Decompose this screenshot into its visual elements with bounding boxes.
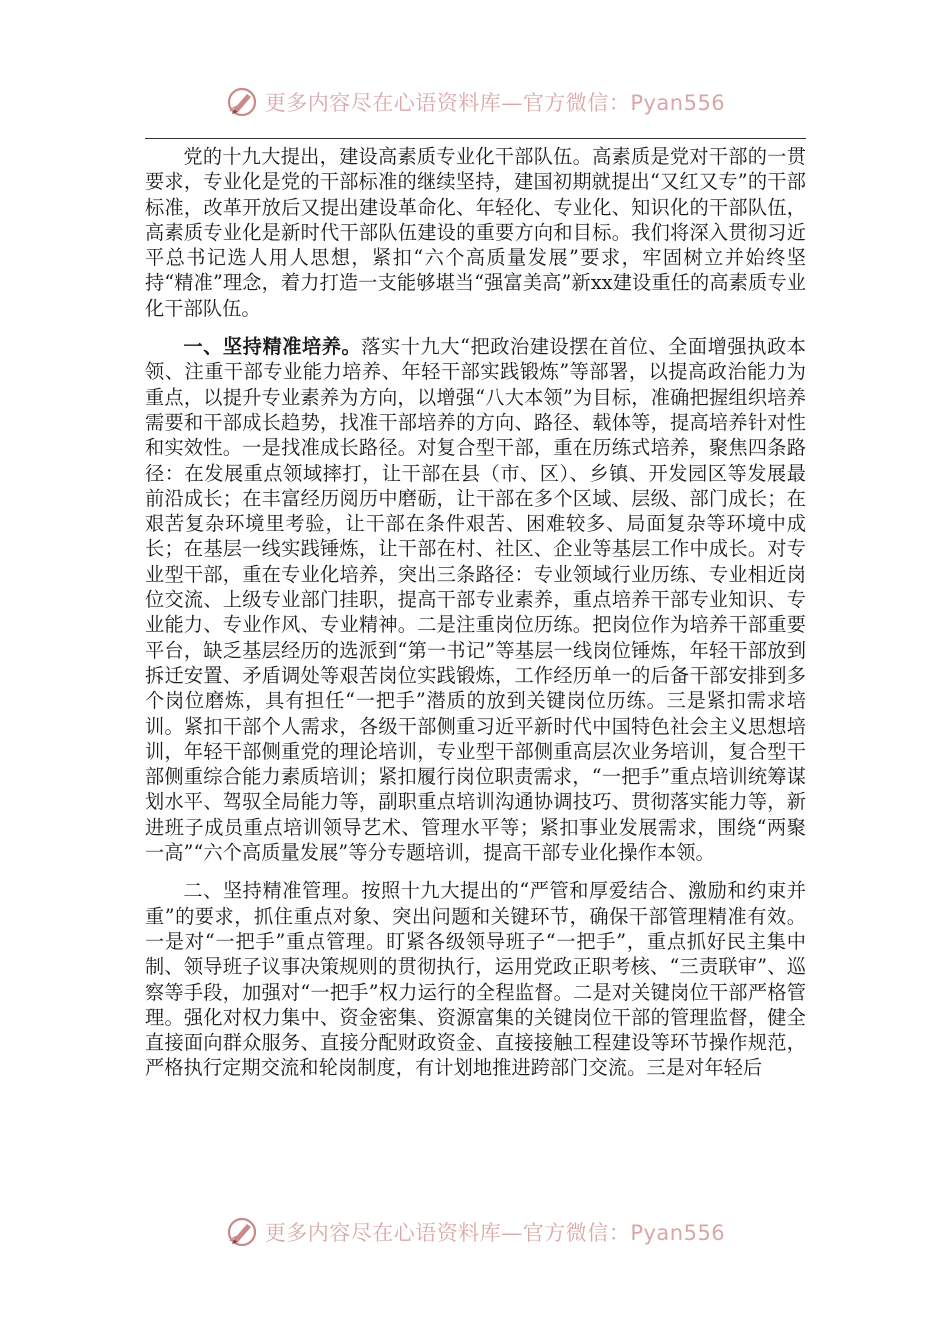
banner-title: 更多内容尽在心语资料库 <box>264 91 502 115</box>
section-heading: 一、坚持精准培养。 <box>183 335 362 359</box>
header-divider <box>145 138 806 139</box>
paragraph-management <box>145 878 806 1080</box>
paragraph-intro <box>145 144 806 321</box>
paragraph-text: 落实十九大“把政治建设摆在首位、全面增强执政本领、注重干部专业能力培养、年轻干部实践锻炼”等部署，以提高政治能力为重点，以提升专业素养为方向，以增强“八大本领”为目标，准确把握组织培养需要和干部成长趋势，找准干部培养的方向、路径、载体等，提高培养针对性和实效性。一是找准成长路径。对复合型干部，重在历练式培养，聚焦四条路径：在发展重点领域摔打，让干部在县（市、区）、乡镇、开发园区等发展最前沿成长；在丰富经历阅历中磨砺，让干部在多个区域、层级、部门成长；在艰苦复杂环境里考验，让干部在条件艰苦、困难较多、局面复杂等环境中成长；在基层一线实践锤炼，让干部在村、社区、企业等基层工作中成长。对专业型干部，重在专业化培养，突出三条路径：专业领域行业历练、专业相近岗位交流、上级专业部门挂职，提高干部专业素养，重点培养干部专业知识、专业能力、专业作风、专业精神。二是注重岗位历练。把岗位作为培养干部重要平台，缺乏基层经历的选派到“第一书记”等基层一线岗位锤炼，年轻干部放到拆迁安置、矛盾调处等艰苦岗位实践锻炼，工作经历单一的后备干部安排到多个岗位磨炼，具有担任“一把手”潜质的放到关键岗位历练。三是紧扣需求培训。紧扣干部个人需求，各级干部侧重习近平新时代中国特色社会主义思想培训，年轻干部侧重党的理论培训，专业型干部侧重高层次业务培训，复合型干部侧重综合能力素质培训；紧扣履行岗位职责需求，“一把手”重点培训统筹谋划水平、驾驭全局能力等，副职重点培训沟通协调技巧、贯彻落实能力等，新进班子成员重点培训领导艺术、管理水平等；紧扣事业发展需求，围绕“两聚一高”“六个高质量发展”等分专题培训，提高干部专业化操作本领。 <box>145 335 807 865</box>
banner-wechat-id: Pyan556 <box>630 91 726 115</box>
banner-wechat-label: 官方微信： <box>522 91 631 115</box>
banner-dash: — <box>501 91 523 115</box>
paragraph-text: 二、坚持精准管理。按照十九大提出的“严管和厚爱结合、激励和约束并重”的要求，抓住重点对象、突出问题和关键环节，确保干部管理精准有效。一是对“一把手”重点管理。盯紧各级领导班子“一把手”，重点抓好民主集中制、领导班子议事决策规则的贯彻执行，运用党政正职考核、“三责联审”、巡察等手段，加强对“一把手”权力运行的全程监督。二是对关键岗位干部严格管理。强化对权力集中、资金密集、资源富集的关键岗位干部的管理监督，健全直接面向群众服务、直接分配财政资金、直接接触工程建设等环节操作规范，严格执行定期交流和轮岗制度，有计划地推进跨部门交流。三是对年轻后 <box>145 879 806 1080</box>
banner-wechat-label: 官方微信： <box>522 1221 631 1245</box>
header-banner <box>0 82 950 122</box>
paragraph-text: 党的十九大提出，建设高素质专业化干部队伍。高素质是党对干部的一贯要求，专业化是党的干部标准的继续坚持，建国初期就提出“又红又专”的干部标准，改革开放后又提出建设革命化、年轻化、专业化、知识化的干部队伍，高素质专业化是新时代干部队伍建设的重要方向和目标。我们将深入贯彻习近平总书记选人用人思想，紧扣“六个高质量发展”要求，牢固树立并始终坚持“精准”理念，着力打造一支能够堪当“强富美高”新xx建设重任的高素质专业化干部队伍。 <box>145 145 806 320</box>
header-banner-text <box>265 87 725 117</box>
banner-title: 更多内容尽在心语资料库 <box>264 1221 502 1245</box>
document-body <box>145 144 806 1081</box>
pen-logo-icon <box>225 1215 259 1249</box>
banner-wechat-id: Pyan556 <box>630 1221 726 1245</box>
pen-logo-icon <box>225 85 259 119</box>
footer-banner-text <box>265 1217 725 1247</box>
footer-banner <box>0 1212 950 1252</box>
banner-dash: — <box>501 1221 523 1245</box>
paragraph-training <box>145 334 806 865</box>
